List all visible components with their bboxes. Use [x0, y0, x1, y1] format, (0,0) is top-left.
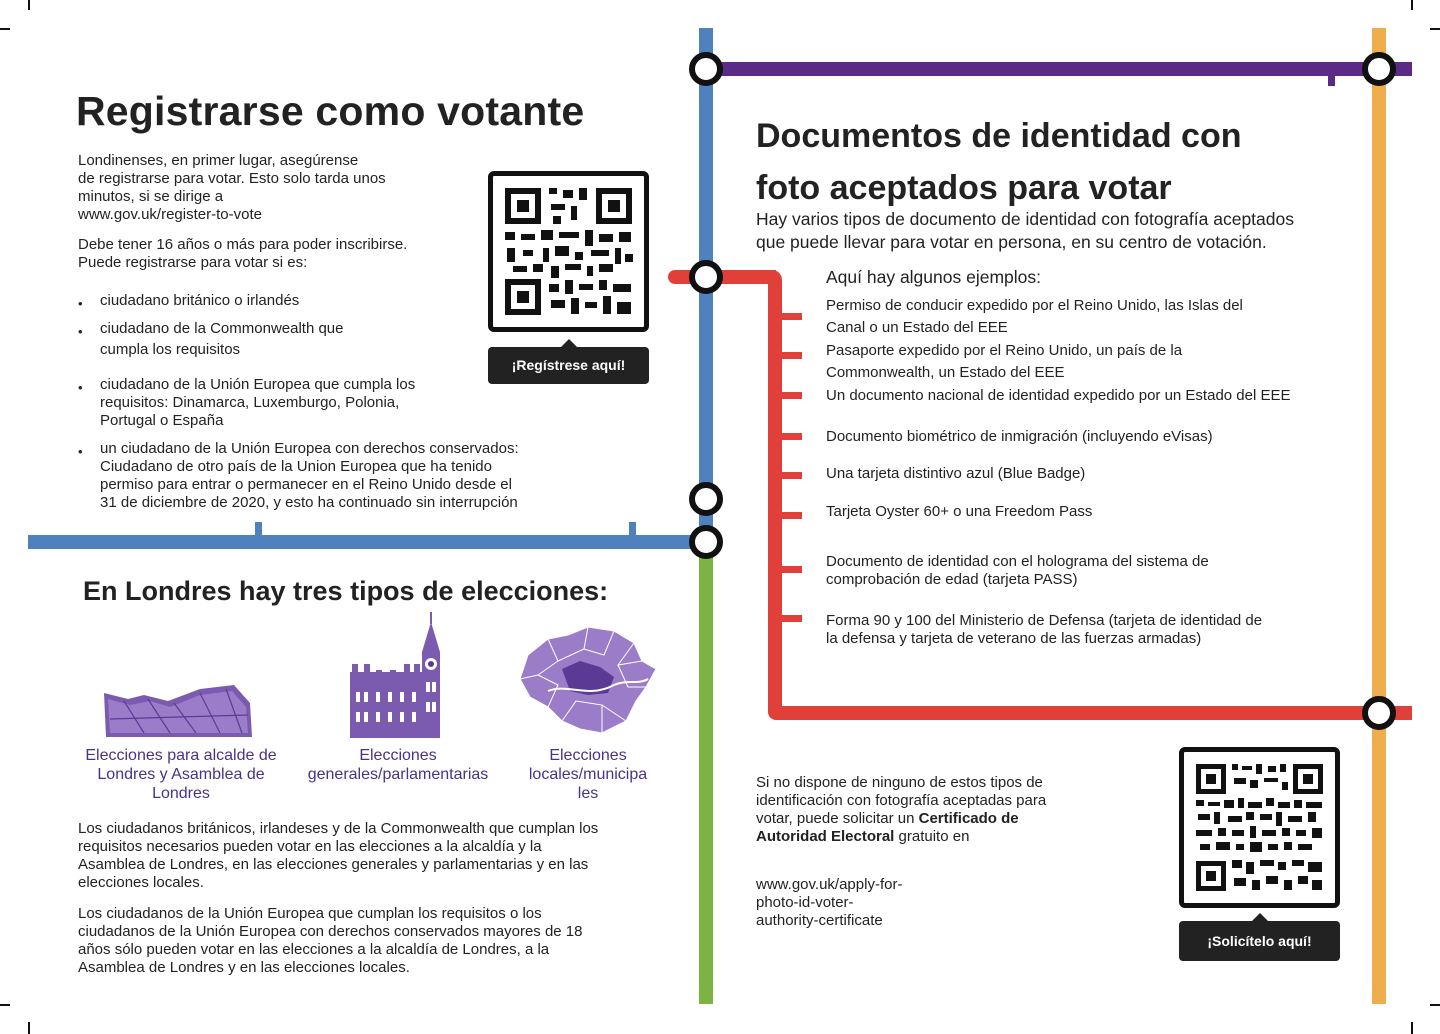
crop-mark [0, 1004, 10, 1006]
london-map-icon [518, 625, 658, 735]
red-line-vertical [768, 270, 782, 720]
document-item: Tarjeta Oyster 60+ o una Freedom Pass [826, 503, 1093, 520]
purple-tick [1328, 70, 1335, 86]
blue-tick [255, 522, 262, 536]
document-item: Una tarjeta distintivo azul (Blue Badge) [826, 465, 1086, 482]
election-label-general: Elecciones generales/parlamentarias [307, 747, 489, 783]
red-tick [782, 352, 802, 359]
elections-paragraph-2: Los ciudadanos de la Unión Europea que cumplan los requisitos o los ciudadanos de la Unión Europea con derechos conservados mayores de 18 años sólo pueden votar en las elecciones a la alcaldía de Londres, a la Asamblea de Londres y en las elecciones locales. [78, 905, 583, 976]
crop-mark [1411, 1022, 1413, 1034]
blue-tick [629, 522, 636, 536]
election-label-local: Elecciones locales/municipa les [528, 747, 648, 802]
red-tick [782, 615, 802, 622]
register-qr-code[interactable] [488, 171, 649, 332]
blue-horizontal-line [28, 535, 706, 549]
register-here-button[interactable]: ¡Regístrese aquí! [488, 347, 649, 384]
station-marker [1362, 696, 1396, 730]
crop-mark [1430, 1004, 1440, 1006]
elections-paragraph-1: Los ciudadanos británicos, irlandeses y de la Commonwealth que cumplan los requisitos necesarios pueden votar en las elecciones a la alcaldía y la Asamblea de Londres, en las elecciones generales y parlamentarias y en las elecciones locales. [78, 820, 599, 891]
list-item: • ciudadano británico o irlandés [78, 292, 678, 310]
red-tick [782, 566, 802, 573]
crop-mark [1411, 0, 1413, 10]
document-item: Permiso de conducir expedido por el Reino Unido, las Islas del Canal o un Estado del EEE [826, 297, 1243, 336]
voter-authority-text: Si no dispone de ninguno de estos tipos de identificación con fotografía aceptadas para votar, puede solicitar un Certificado de Autoridad Electoral gratuito en [756, 774, 1047, 845]
crop-mark [1430, 28, 1440, 30]
document-item: Un documento nacional de identidad expedido por un Estado del EEE [826, 387, 1291, 404]
station-marker [689, 52, 723, 86]
document-item: Documento de identidad con el holograma del sistema de comprobación de edad (tarjeta PASS) [826, 553, 1209, 588]
apply-here-button[interactable]: ¡Solicítelo aquí! [1179, 921, 1340, 961]
register-intro: Londinenses, en primer lugar, asegúrense de registrarse para votar. Esto solo tarda unos minutos, si se dirige a www.gov.uk/register-to-vote [78, 152, 386, 223]
register-title: Registrarse como votante [76, 88, 585, 134]
election-label-mayor: Elecciones para alcalde de Londres y Asamblea de Londres [85, 747, 277, 802]
list-item: • ciudadano de la Commonwealth que cumpla los requisitos [78, 320, 678, 362]
orange-vertical-line [1372, 28, 1386, 1004]
red-tick [782, 313, 802, 320]
red-tick [782, 512, 802, 519]
crop-mark [0, 28, 10, 30]
elections-title: En Londres hay tres tipos de elecciones: [83, 576, 609, 606]
apply-qr-code[interactable] [1179, 747, 1340, 908]
crop-mark [28, 1022, 30, 1034]
station-marker [689, 482, 723, 516]
list-item: • un ciudadano de la Unión Europea con derechos conservados: Ciudadano de otro país de la Union Europea que ha tenido permiso para entrar o permanecer en el Reino Unido desde el 31 de diciembre de 2020, y esto ha continuado sin interrupción [78, 440, 678, 512]
qr-code-icon [493, 176, 644, 327]
parliament-icon [350, 612, 442, 738]
document-item: Forma 90 y 100 del Ministerio de Defensa (tarjeta de identidad de la defensa y tarjeta de veterano de las fuerzas armadas) [826, 612, 1263, 647]
qr-code-icon [1184, 752, 1335, 903]
document-item: Documento biométrico de inmigración (incluyendo eVisas) [826, 428, 1213, 445]
register-age-text: Debe tener 16 años o más para poder inscribirse. Puede registrarse para votar si es: [78, 236, 408, 271]
crop-mark [28, 0, 30, 10]
red-tick [782, 433, 802, 440]
red-tick [782, 392, 802, 399]
apply-url[interactable]: www.gov.uk/apply-for- photo-id-voter- authority-certificate [756, 876, 903, 929]
station-marker [689, 260, 723, 294]
id-documents-title: Documentos de identidad con foto aceptados para votar [756, 117, 1242, 207]
purple-horizontal-line [706, 62, 1412, 76]
red-line-bottom [768, 706, 1412, 720]
city-hall-icon [104, 685, 252, 737]
examples-heading: Aquí hay algunos ejemplos: [826, 267, 1041, 287]
red-tick [782, 472, 802, 479]
id-documents-subtitle: Hay varios tipos de documento de identidad con fotografía aceptados que puede llevar para votar en persona, en su centro de votación. [756, 209, 1294, 252]
station-marker [689, 525, 723, 559]
station-marker [1362, 52, 1396, 86]
green-vertical-line [699, 542, 713, 1004]
list-item: • ciudadano de la Unión Europea que cumpla los requisitos: Dinamarca, Luxemburgo, Polonia, Portugal o España [78, 376, 678, 430]
document-item: Pasaporte expedido por el Reino Unido, un país de la Commonwealth, un Estado del EEE [826, 342, 1183, 381]
